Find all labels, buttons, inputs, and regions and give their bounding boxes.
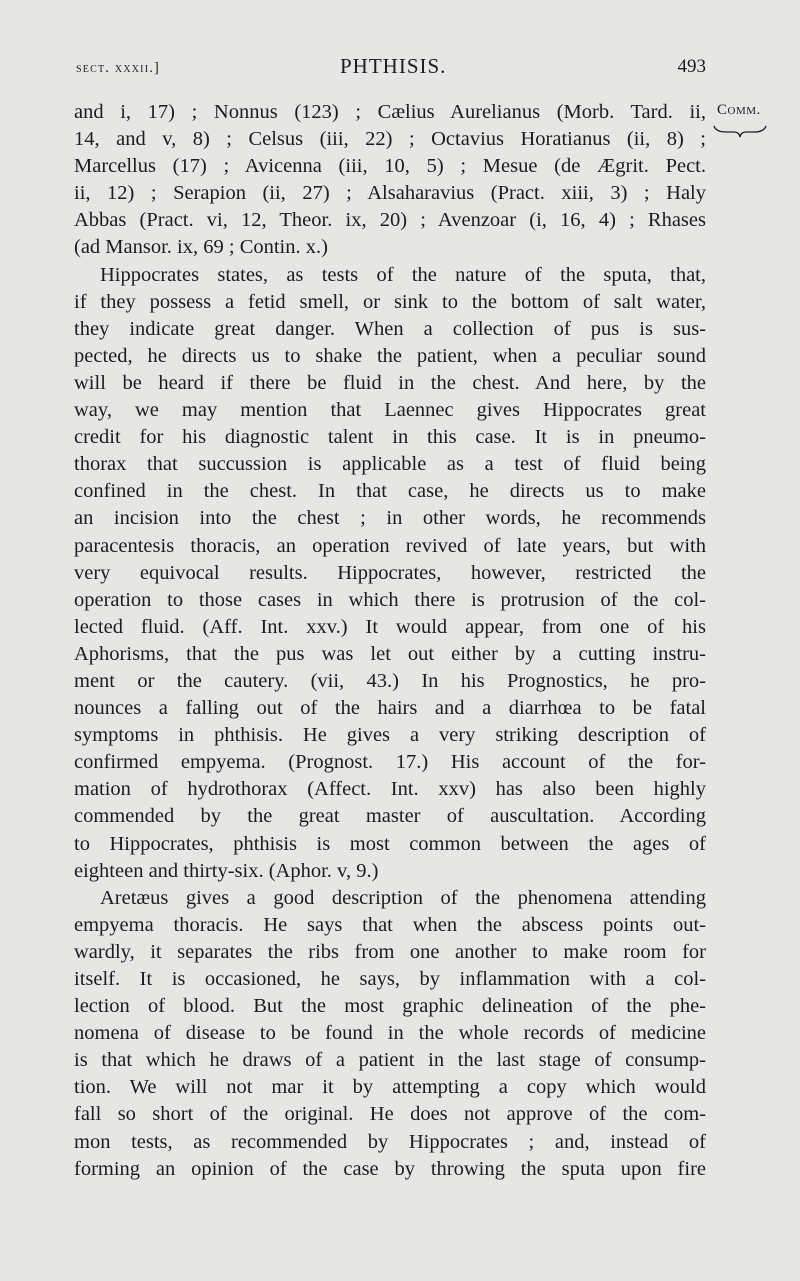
text-line: if they possess a fetid smell, or sink to the bottom of salt water, xyxy=(74,290,706,313)
text-line: tion. We will not mar it by attempting a copy which would xyxy=(74,1076,706,1099)
text-line: lection of blood. But the most graphic delineation of the phe- xyxy=(74,995,706,1018)
page-number: 493 xyxy=(677,56,706,77)
text-line: mon tests, as recommended by Hippocrates ; and, instead of xyxy=(74,1130,706,1153)
text-line: 14, and v, 8) ; Celsus (iii, 22) ; Octavius Horatianus (ii, 8) ; xyxy=(74,128,706,151)
text-line: paracentesis thoracis, an operation revived of late years, but with xyxy=(74,534,706,557)
text-line: nomena of disease to be found in the whole records of medicine xyxy=(74,1022,706,1045)
margin-note: Comm. xyxy=(717,102,761,118)
text-line: and i, 17) ; Nonnus (123) ; Cælius Aurelianus (Morb. Tard. ii, xyxy=(74,101,706,123)
text-line: way, we may mention that Laennec gives Hippocrates great xyxy=(74,399,706,422)
text-line: they indicate great danger. When a collection of pus is sus- xyxy=(74,317,706,340)
text-line: very equivocal results. Hippocrates, however, restricted the xyxy=(74,561,706,584)
text-line: itself. It is occasioned, he says, by inflammation with a col- xyxy=(74,968,706,990)
brace-icon xyxy=(712,124,768,138)
section-label: sect. xxxii.] xyxy=(76,60,161,76)
text-line: wardly, it separates the ribs from one another to make room for xyxy=(74,940,706,963)
text-line: forming an opinion of the case by throwing the sputa upon fire xyxy=(74,1157,706,1180)
text-line: Abbas (Pract. vi, 12, Theor. ix, 20) ; Avenzoar (i, 16, 4) ; Rhases xyxy=(74,209,706,232)
text-line: operation to those cases in which there is protrusion of the col- xyxy=(74,588,706,611)
text-line: ii, 12) ; Serapion (ii, 27) ; Alsaharavius (Pract. xiii, 3) ; Haly xyxy=(74,182,706,205)
text-line: mation of hydrothorax (Affect. Int. xxv) has also been highly xyxy=(74,778,706,801)
text-line: credit for his diagnostic talent in this case. It is in pneumo- xyxy=(74,426,706,449)
text-line: will be heard if there be fluid in the chest. And here, by the xyxy=(74,371,706,394)
text-line: an incision into the chest ; in other words, he recommends xyxy=(74,507,706,530)
text-line: pected, he directs us to shake the patient, when a peculiar sound xyxy=(74,344,706,367)
text-line: ment or the cautery. (vii, 43.) In his Prognostics, he pro- xyxy=(74,669,706,692)
running-head xyxy=(76,52,706,82)
text-line: Marcellus (17) ; Avicenna (iii, 10, 5) ; Mesue (de Ægrit. Pect. xyxy=(74,155,706,178)
text-line: symptoms in phthisis. He gives a very striking description of xyxy=(74,724,706,747)
text-line: Aretæus gives a good description of the phenomena attending xyxy=(100,886,706,909)
text-line: commended by the great master of auscultation. According xyxy=(74,805,706,828)
text-line: lected fluid. (Aff. Int. xxv.) It would appear, from one of his xyxy=(74,615,706,638)
text-line: eighteen and thirty-six. (Aphor. v, 9.) xyxy=(74,859,379,882)
text-line: Hippocrates states, as tests of the nature of the sputa, that, xyxy=(100,263,706,286)
text-line: is that which he draws of a patient in the last stage of consump- xyxy=(74,1049,706,1072)
text-line: (ad Mansor. ix, 69 ; Contin. x.) xyxy=(74,236,328,259)
body-text xyxy=(74,99,706,1183)
text-line: to Hippocrates, phthisis is most common between the ages of xyxy=(74,832,706,855)
text-line: Aphorisms, that the pus was let out either by a cutting instru- xyxy=(74,642,706,665)
text-line: empyema thoracis. He says that when the abscess points out- xyxy=(74,913,706,936)
text-line: nounces a falling out of the hairs and a diarrhœa to be fatal xyxy=(74,697,706,720)
page-title: PHTHISIS. xyxy=(340,54,447,78)
text-line: confirmed empyema. (Prognost. 17.) His account of the for- xyxy=(74,751,706,774)
text-line: confined in the chest. In that case, he directs us to make xyxy=(74,480,706,503)
text-line: thorax that succussion is applicable as a test of fluid being xyxy=(74,453,706,476)
text-line: fall so short of the original. He does not approve of the com- xyxy=(74,1103,706,1126)
